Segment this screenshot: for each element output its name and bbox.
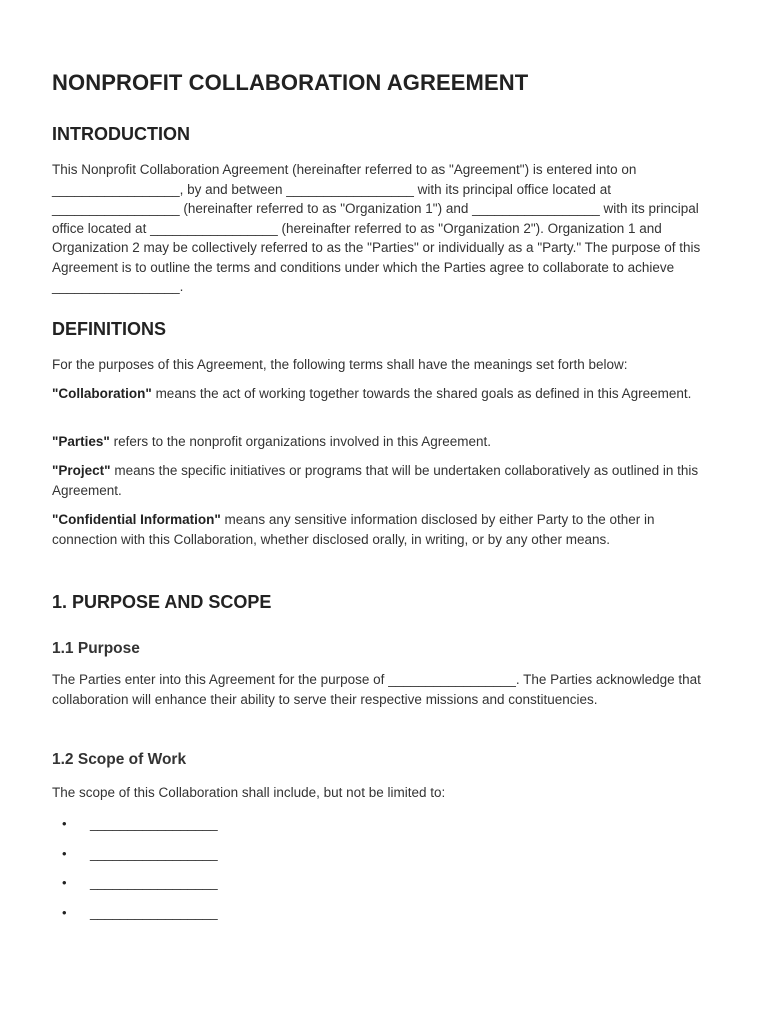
definition-text: refers to the nonprofit organizations involved in this Agreement. bbox=[109, 434, 492, 449]
introduction-heading: INTRODUCTION bbox=[52, 124, 190, 144]
definition-collaboration bbox=[52, 384, 720, 404]
list-item bbox=[52, 814, 452, 844]
document-title: NONPROFIT COLLABORATION AGREEMENT bbox=[52, 70, 529, 95]
bullet-icon: • bbox=[62, 845, 67, 861]
list-item bbox=[52, 873, 452, 903]
blank-line: _________________ bbox=[90, 845, 218, 861]
bullet-icon: • bbox=[62, 875, 67, 890]
list-item bbox=[52, 844, 452, 874]
definition-term: "Collaboration" bbox=[52, 386, 152, 401]
list-item bbox=[52, 903, 452, 933]
blank-line: _________________ bbox=[90, 904, 218, 920]
scope-of-work-subheading: 1.2 Scope of Work bbox=[52, 751, 187, 768]
blank-line: _________________ bbox=[90, 875, 218, 890]
purpose-paragraph: The Parties enter into this Agreement for the purpose of _________________. The Parties acknowledge that collaboration will enhance their ability to serve their respective missions and constituencies. bbox=[52, 672, 701, 707]
definition-text: means the specific initiatives or programs that will be undertaken collaboratively as outlined in this Agreement. bbox=[52, 463, 699, 498]
definition-confidential-information bbox=[52, 510, 720, 549]
definition-term: "Parties" bbox=[52, 434, 110, 449]
definitions-heading: DEFINITIONS bbox=[52, 319, 167, 339]
definition-term: "Confidential Information" bbox=[52, 512, 221, 527]
definition-term: "Project" bbox=[52, 463, 111, 478]
definition-text: means the act of working together towards the shared goals as defined in this Agreement. bbox=[151, 386, 692, 401]
introduction-paragraph: This Nonprofit Collaboration Agreement (hereinafter referred to as "Agreement") is entered into on _________________, by and between _________________ with its principal office located at _________________ (hereinafter referred to as "Organization 1") and _________________ with its principal office located at _________________ (hereinafter referred to as "Organization 2"). Organization 1 and Organization 2 may be collectively referred to as the "Parties" or individually as a "Party." The purpose of this Agreement is to outline the terms and conditions under which the Parties agree to collaborate to achieve _________________. bbox=[52, 162, 701, 294]
definition-project bbox=[52, 461, 720, 500]
definition-text: means any sensitive information disclosed by either Party to the other in connection with this Collaboration, whether disclosed orally, in writing, or by any other means. bbox=[52, 512, 655, 547]
scope-of-work-paragraph: The scope of this Collaboration shall include, but not be limited to: bbox=[52, 785, 446, 800]
bullet-icon: • bbox=[62, 816, 67, 831]
purpose-subheading: 1.1 Purpose bbox=[52, 640, 140, 657]
bullet-icon: • bbox=[62, 904, 67, 920]
purpose-and-scope-heading: 1. PURPOSE AND SCOPE bbox=[52, 592, 272, 612]
scope-bullet-list bbox=[52, 814, 452, 932]
definitions-intro: For the purposes of this Agreement, the following terms shall have the meanings set forth below: bbox=[52, 357, 628, 372]
definition-parties bbox=[52, 432, 720, 452]
blank-line: _________________ bbox=[90, 816, 218, 831]
